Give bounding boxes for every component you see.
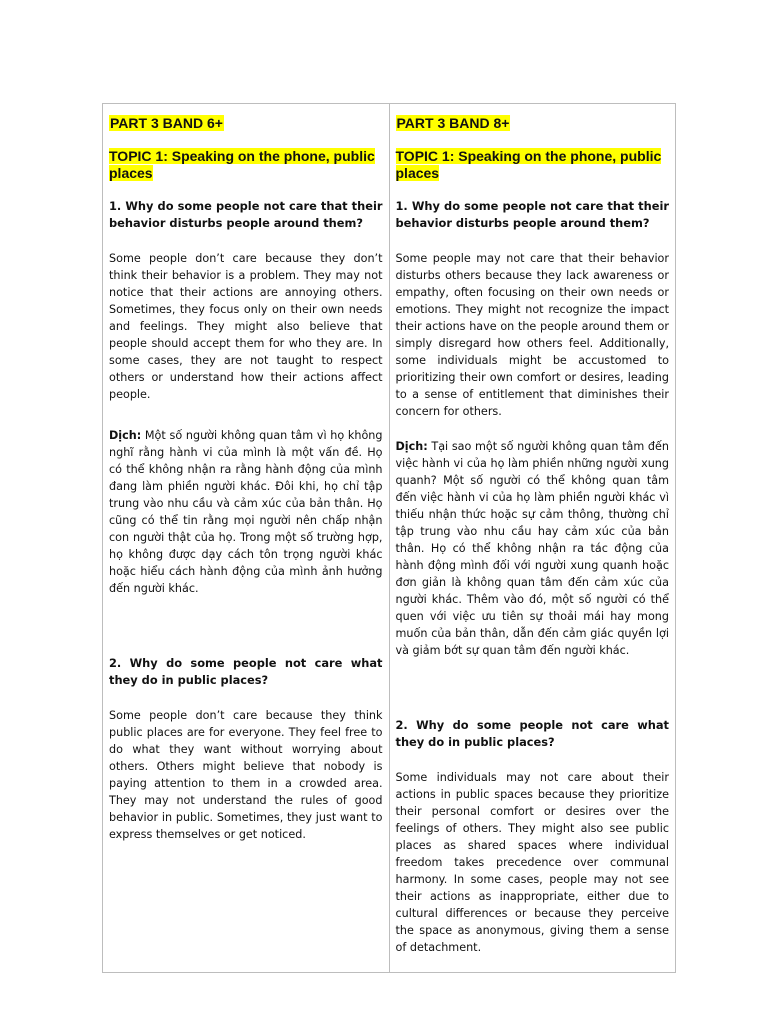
band-8-answer-1: Some people may not care that their behavior disturbs others because they lack awareness or empathy, often focusing on their own needs or emotions. They might not recognize the impact their actions have on the people around them or simply disregard how others feel. Additionally, some individuals might be accustomed to prioritizing their own comfort or desires, leading to a sense of entitlement that diminishes their concern for others. (395, 252, 669, 418)
translation-label: Dịch: (109, 429, 142, 442)
band-6-answer-2: Some people don’t care because they think public places are for everyone. They feel free to do what they want without worrying about others. Others might believe that nobody is paying attention to them in a crowded area. They may not understand the rules of good behavior in public. Sometimes, they just want to express themselves or get noticed. (109, 709, 383, 841)
band-6-topic: TOPIC 1: Speaking on the phone, public places (109, 148, 375, 181)
band-6-column (103, 104, 390, 973)
table-row (103, 104, 676, 973)
band-6-question-1: 1. Why do some people not care that their behavior disturbs people around them? (109, 199, 383, 230)
band-6-question-2: 2. Why do some people not care what they do in public places? (109, 656, 383, 687)
band-6-answer-1: Some people don’t care because they don’t think their behavior is a problem. They may not notice that their actions are annoying others. Sometimes, they focus only on their own needs and feelings. They might also believe that people should accept them for who they are. In some cases, they are not taught to respect others or understand how their actions affect people. (109, 252, 383, 401)
comparison-table (102, 103, 676, 973)
band-8-question-2: 2. Why do some people not care what they do in public places? (395, 718, 669, 749)
band-6-translation-1: Dịch: Một số người không quan tâm vì họ không nghĩ rằng hành vi của mình là một vấn đề. Họ có thể không nhận ra rằng hành động của mình đang làm phiền người khác. Đôi khi, họ chỉ tập trung vào nhu cầu và cảm xúc của bản thân. Họ cũng có thể tin rằng mọi người nên chấp nhận con người thật của họ. Trong một số trường hợp, họ không được dạy cách tôn trọng người khác hoặc hiểu cách hành động của mình ảnh hưởng đến người khác. (109, 429, 383, 595)
translation-label: Dịch: (395, 440, 428, 453)
band-6-title: PART 3 BAND 6+ (110, 115, 223, 131)
band-8-question-1: 1. Why do some people not care that their behavior disturbs people around them? (395, 199, 669, 230)
band-8-topic: TOPIC 1: Speaking on the phone, public places (395, 148, 662, 181)
band-8-answer-2: Some individuals may not care about their actions in public spaces because they prioritize their personal comfort or desires over the feelings of others. They might also see public places as shared spaces where individual freedom takes precedence over communal harmony. In some cases, people may not see their actions as inappropriate, either due to cultural differences or because they perceive the space as anonymous, giving them a sense of detachment. (395, 771, 669, 954)
band-8-translation-1: Dịch: Tại sao một số người không quan tâm đến việc hành vi của họ làm phiền những người xung quanh? Một số người có thể không quan tâm đến việc hành vi của họ làm phiền người khác vì thiếu nhận thức hoặc sự cảm thông, thường chỉ tập trung vào nhu cầu hay cảm xúc của bản thân. Họ có thể không nhận ra tác động của hành động mình đối với người xung quanh hoặc đơn giản là không quan tâm đến cảm xúc của người khác. Thêm vào đó, một số người có thể quen với việc ưu tiên sự thoải mái hay mong muốn của bản thân, dẫn đến cảm giác quyền lợi và giảm bớt sự quan tâm đến người khác. (395, 440, 669, 657)
band-8-column (389, 104, 676, 973)
band-8-title: PART 3 BAND 8+ (396, 115, 510, 131)
